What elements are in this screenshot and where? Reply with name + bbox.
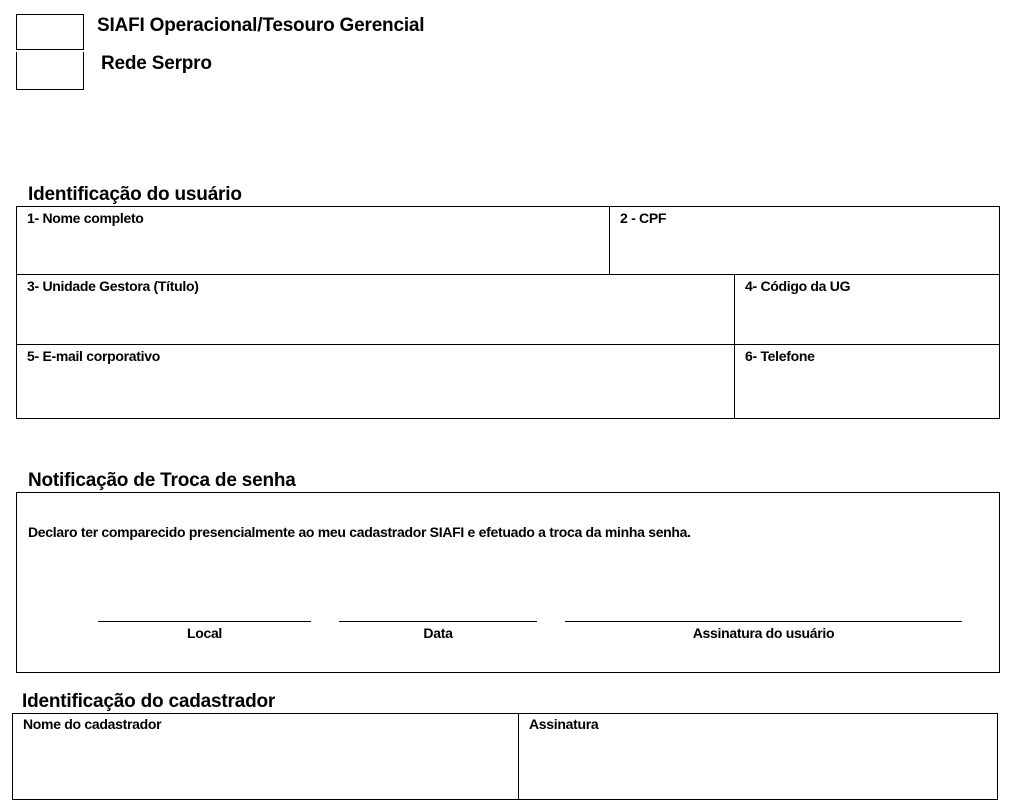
divider xyxy=(734,274,735,419)
password-change-box xyxy=(16,492,1000,673)
cpf-label: 2 - CPF xyxy=(620,210,667,226)
user-identification-title: Identificação do usuário xyxy=(28,184,242,205)
password-change-title: Notificação de Troca de senha xyxy=(28,470,296,491)
email-label: 5- E-mail corporativo xyxy=(27,348,160,364)
serpro-option-label: Rede Serpro xyxy=(101,53,212,74)
cpf-field[interactable] xyxy=(612,228,998,272)
divider xyxy=(16,344,1000,345)
declaration-text: Declaro ter comparecido presencialmente ao meu cadastrador SIAFI e efetuado a troca da minha senha. xyxy=(28,524,691,540)
serpro-checkbox[interactable] xyxy=(16,52,84,90)
divider xyxy=(518,713,519,800)
divider xyxy=(16,274,1000,275)
siafi-option-label: SIAFI Operacional/Tesouro Gerencial xyxy=(97,15,425,36)
siafi-checkbox[interactable] xyxy=(16,14,84,50)
divider xyxy=(609,206,610,275)
user-signature-line[interactable] xyxy=(565,621,962,622)
phone-field[interactable] xyxy=(737,366,998,416)
phone-label: 6- Telefone xyxy=(745,348,815,364)
registrar-name-label: Nome do cadastrador xyxy=(23,716,162,732)
ug-code-label: 4- Código da UG xyxy=(745,278,851,294)
email-field[interactable] xyxy=(18,366,732,416)
management-unit-label: 3- Unidade Gestora (Título) xyxy=(27,278,199,294)
date-line[interactable] xyxy=(339,621,537,622)
local-label: Local xyxy=(186,625,223,641)
user-signature-label: Assinatura do usuário xyxy=(692,625,835,641)
full-name-field[interactable] xyxy=(18,228,607,272)
registrar-identification-title: Identificação do cadastrador xyxy=(22,691,276,712)
registrar-name-field[interactable] xyxy=(14,734,516,798)
local-line[interactable] xyxy=(98,621,311,622)
management-unit-field[interactable] xyxy=(18,296,732,342)
date-label: Data xyxy=(423,625,453,641)
full-name-label: 1- Nome completo xyxy=(27,210,144,226)
ug-code-field[interactable] xyxy=(737,296,998,342)
registrar-signature-field[interactable] xyxy=(521,734,996,798)
registrar-signature-label: Assinatura xyxy=(529,716,599,732)
